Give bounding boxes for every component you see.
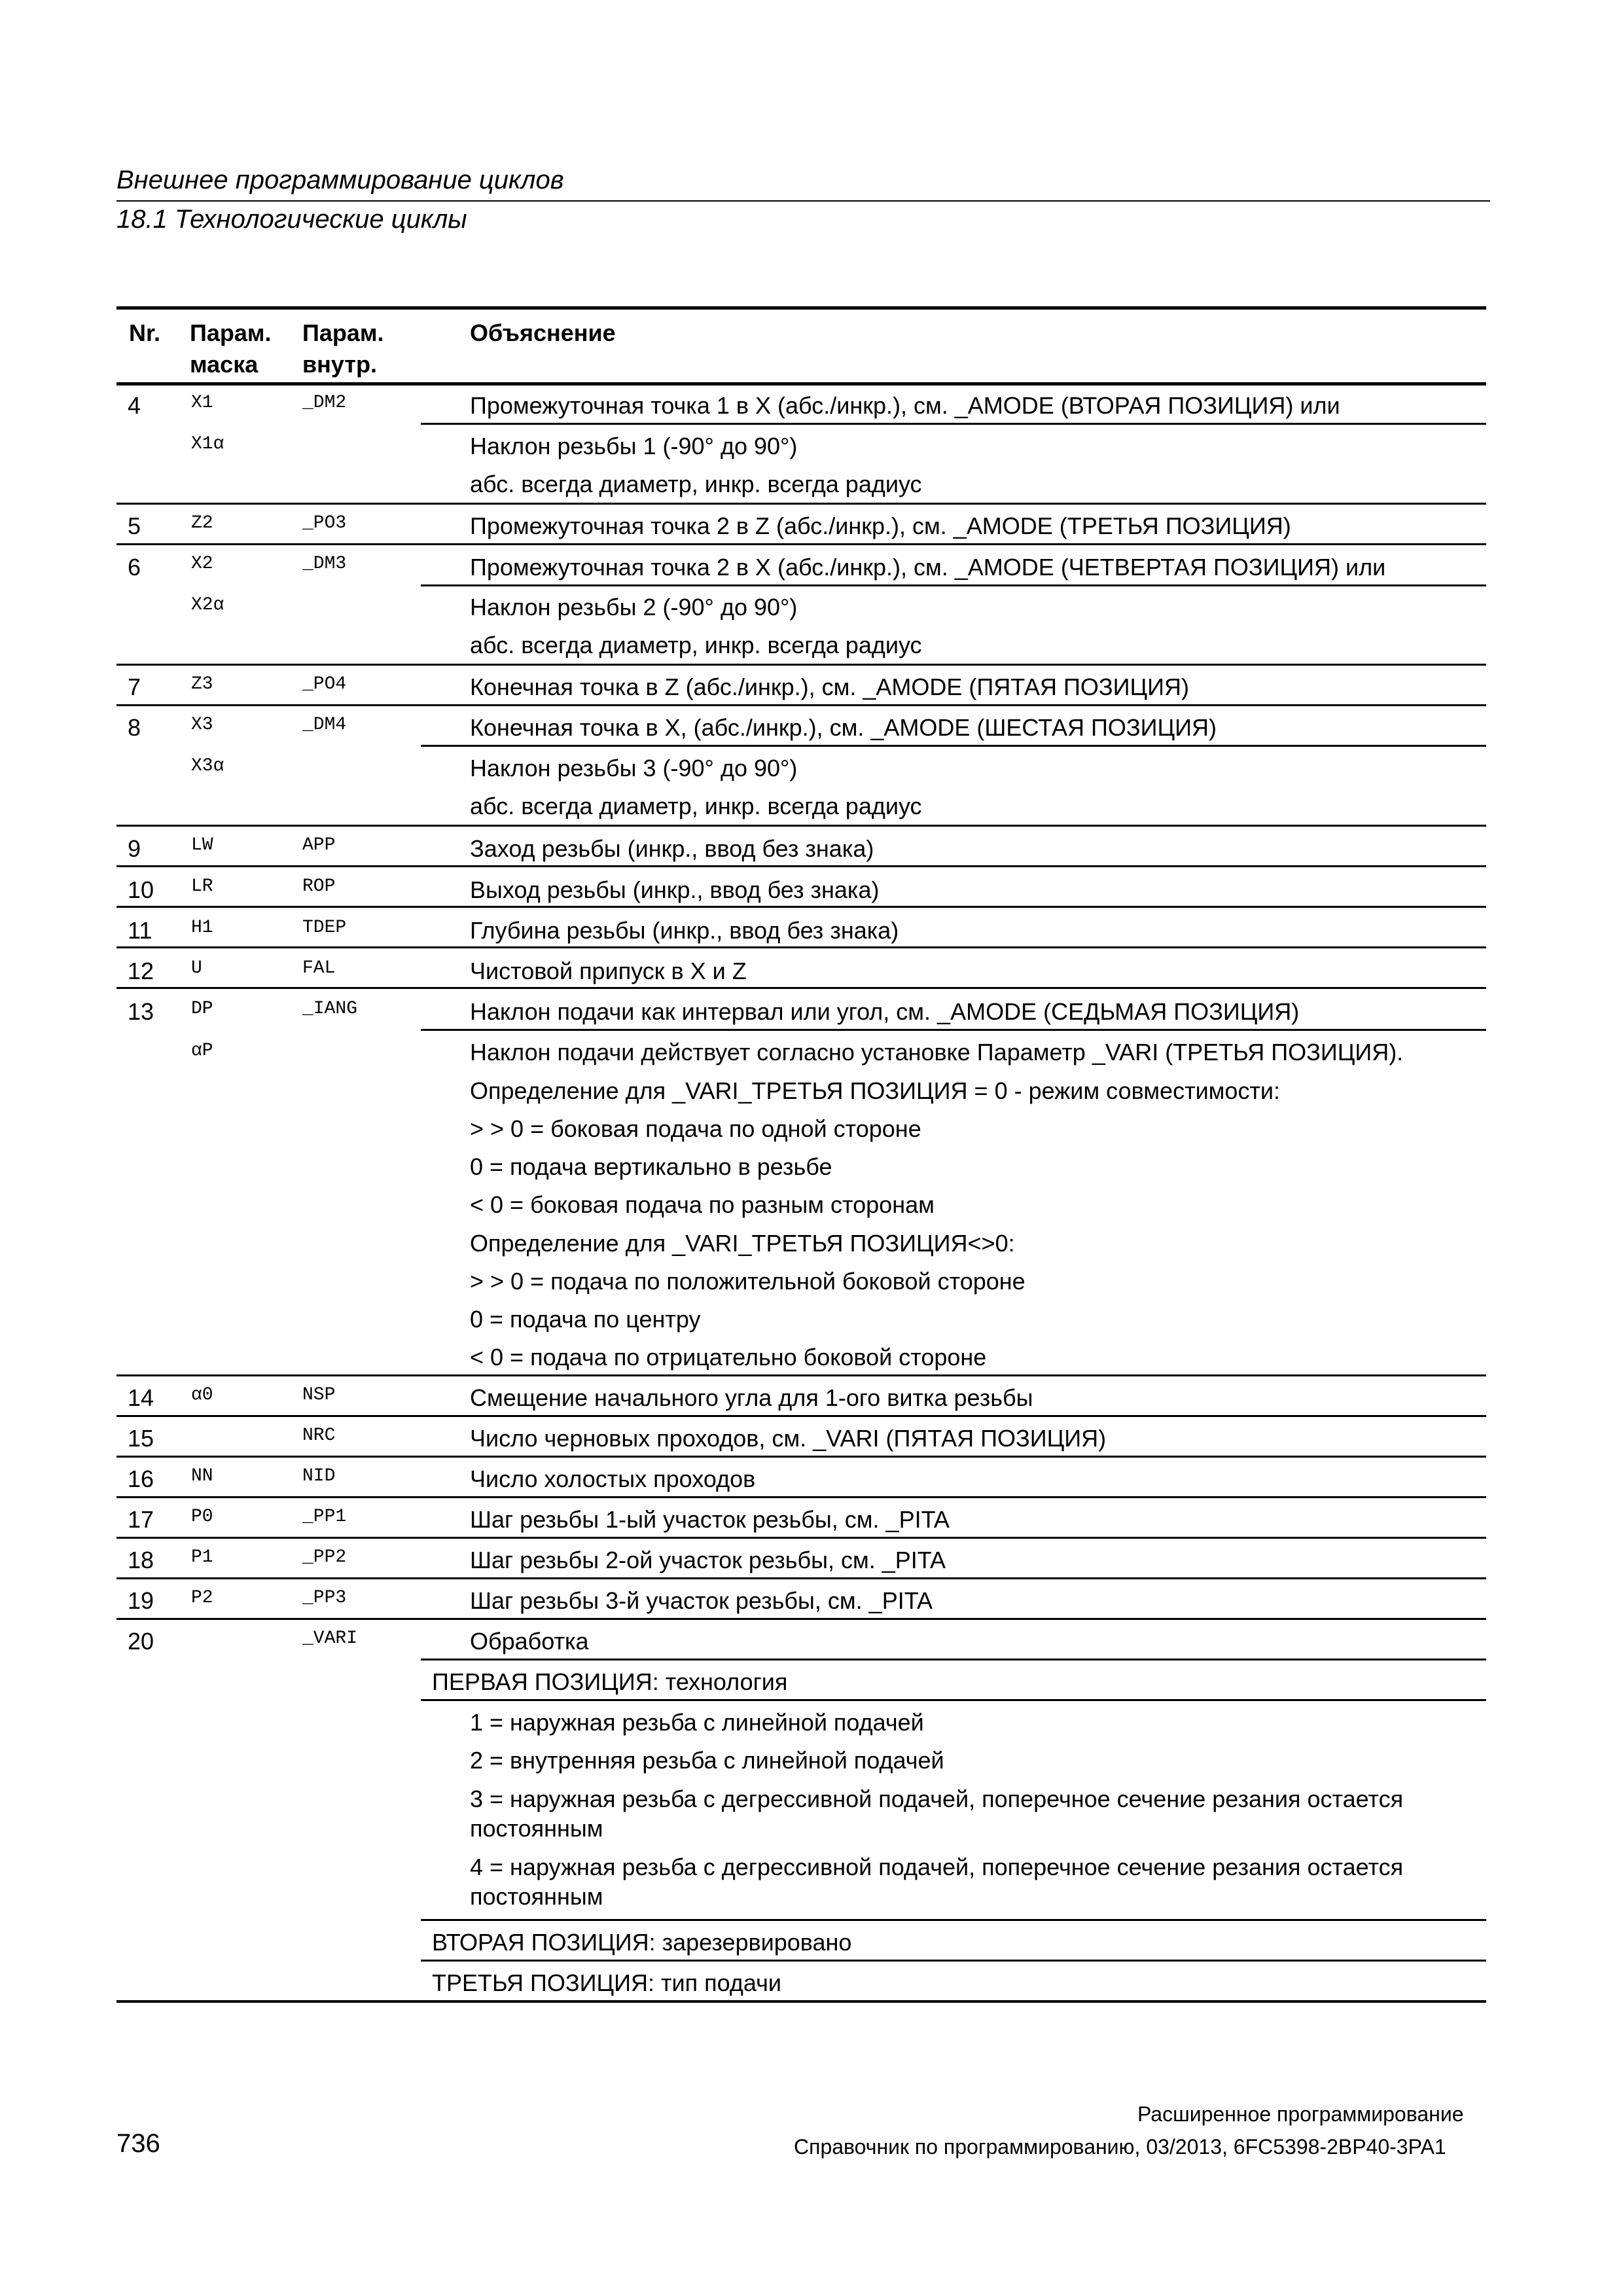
param-intern: _PO4 [302, 674, 347, 694]
row-rule [116, 825, 1486, 827]
row-nr: 4 [128, 392, 141, 419]
explanation-text: ТРЕТЬЯ ПОЗИЦИЯ: тип подачи [432, 1969, 781, 1996]
explanation-text: Наклон резьбы 3 (-90° до 90°) [470, 755, 798, 781]
explanation-text: ПЕРВАЯ ПОЗИЦИЯ: технология [432, 1668, 788, 1695]
row-rule [421, 1960, 1486, 1962]
row-nr: 5 [128, 512, 141, 539]
param-intern: ROP [302, 876, 336, 897]
explanation-text: 0 = подача вертикально в резьбе [470, 1153, 832, 1180]
table-top-rule [116, 306, 1486, 310]
row-nr: 19 [128, 1587, 154, 1614]
header-rule [116, 200, 1490, 202]
param-intern: _PP2 [302, 1547, 347, 1568]
explanation-text: абс. всегда диаметр, инкр. всегда радиус [470, 632, 922, 658]
row-rule [116, 906, 1486, 908]
explanation-text: Промежуточная точка 1 в X (абс./инкр.), см. _AMODE (ВТОРАЯ ПОЗИЦИЯ) или [470, 392, 1340, 419]
explanation-text: 4 = наружная резьба с дегрессивной подачей, поперечное сечение резания остается постоянным [470, 1854, 1404, 1910]
explanation-text: ВТОРАЯ ПОЗИЦИЯ: зарезервировано [432, 1929, 852, 1956]
explanation-text: абс. всегда диаметр, инкр. всегда радиус [470, 793, 922, 819]
explanation-text: Наклон подачи действует согласно установке Параметр _VARI (ТРЕТЬЯ ПОЗИЦИЯ). [470, 1039, 1404, 1066]
explanation-text: 3 = наружная резьба с дегрессивной подачей, поперечное сечение резания остается постоянным [470, 1785, 1404, 1842]
param-mask: LW [191, 835, 213, 855]
row-rule [116, 987, 1486, 989]
row-nr: 17 [128, 1506, 154, 1533]
explanation-text: Конечная точка в X, (абс./инкр.), см. _AMODE (ШЕСТАЯ ПОЗИЦИЯ) [470, 714, 1217, 741]
param-intern: APP [302, 835, 336, 855]
explanation-text: Определение для _VARI_ТРЕТЬЯ ПОЗИЦИЯ<>0: [470, 1230, 1015, 1257]
table-header-rule [116, 382, 1486, 386]
row-nr: 14 [128, 1384, 154, 1411]
row-rule [421, 745, 1486, 747]
param-intern: _DM3 [302, 554, 347, 574]
explanation-text: Промежуточная точка 2 в X (абс./инкр.), см. _AMODE (ЧЕТВЕРТАЯ ПОЗИЦИЯ) или [470, 554, 1386, 581]
explanation-text: Число холостых проходов [470, 1465, 756, 1492]
param-mask: NN [191, 1466, 213, 1486]
param-intern: NRC [302, 1426, 336, 1446]
row-nr: 13 [128, 998, 154, 1025]
param-mask: U [191, 958, 202, 978]
param-mask: H1 [191, 918, 213, 938]
param-mask: Z2 [191, 513, 213, 533]
row-rule [421, 584, 1486, 586]
param-mask: α0 [191, 1385, 213, 1405]
col-header-nr: Nr. [129, 319, 161, 346]
col-header-intern-2: внутр. [302, 351, 377, 378]
explanation-text: < 0 = подача по отрицательно боковой стороне [470, 1344, 987, 1371]
row-nr: 20 [128, 1628, 154, 1655]
param-intern: NSP [302, 1385, 336, 1405]
param-intern: _PP1 [302, 1507, 347, 1527]
param-mask: DP [191, 999, 213, 1019]
page-number: 736 [116, 2129, 160, 2158]
param-mask: X1 [191, 393, 213, 413]
param-intern: _DM4 [302, 715, 347, 735]
param-mask: X2 [191, 554, 213, 574]
param-mask: αP [191, 1041, 213, 1061]
param-intern: _PO3 [302, 513, 347, 533]
explanation-text: 2 = внутренняя резьба с линейной подачей [470, 1747, 944, 1774]
explanation-text: Чистовой припуск в X и Z [470, 958, 747, 984]
row-rule [116, 1496, 1486, 1498]
explanation-text: < 0 = боковая подача по разным сторонам [470, 1191, 935, 1218]
param-intern: TDEP [302, 918, 347, 938]
param-mask: P1 [191, 1547, 213, 1568]
row-rule [421, 423, 1486, 425]
explanation-text: 1 = наружная резьба с линейной подачей [470, 1709, 924, 1736]
param-intern: _DM2 [302, 393, 347, 413]
explanation-text: Промежуточная точка 2 в Z (абс./инкр.), см. _AMODE (ТРЕТЬЯ ПОЗИЦИЯ) [470, 512, 1291, 539]
explanation-text: Смещение начального угла для 1-ого витка резьбы [470, 1384, 1033, 1411]
param-mask: Z3 [191, 674, 213, 694]
table-bottom-rule [116, 2000, 1486, 2003]
explanation-text: Обработка [470, 1628, 589, 1655]
explanation-text: Шаг резьбы 1-ый участок резьбы, см. _PITA [470, 1506, 950, 1533]
param-intern: FAL [302, 958, 336, 978]
param-intern: _IANG [302, 999, 358, 1019]
row-nr: 10 [128, 876, 154, 903]
explanation-text: Наклон подачи как интервал или угол, см. _AMODE (СЕДЬМАЯ ПОЗИЦИЯ) [470, 998, 1300, 1025]
row-nr: 6 [128, 554, 141, 581]
doc-reference: Справочник по программированию, 03/2013, 6FC5398-2BP40-3PA1 [794, 2135, 1446, 2159]
row-rule [116, 1618, 1486, 1620]
explanation-text: Выход резьбы (инкр., ввод без знака) [470, 876, 880, 903]
explanation-text: > > 0 = боковая подача по одной стороне [470, 1115, 921, 1142]
row-nr: 12 [128, 958, 154, 984]
col-header-mask-2: маска [190, 351, 259, 378]
row-nr: 16 [128, 1465, 154, 1492]
row-rule [421, 1659, 1486, 1660]
param-mask: LR [191, 876, 213, 897]
doc-title: Расширенное программирование [1137, 2102, 1464, 2126]
row-rule [421, 1029, 1486, 1031]
row-rule [116, 1577, 1486, 1579]
explanation-text: Шаг резьбы 3-й участок резьбы, см. _PITA [470, 1587, 933, 1614]
param-mask: X2α [191, 595, 224, 615]
explanation-text: Конечная точка в Z (абс./инкр.), см. _AMODE (ПЯТАЯ ПОЗИЦИЯ) [470, 673, 1190, 700]
section-title: 18.1 Технологические циклы [116, 205, 467, 234]
explanation-text: Шаг резьбы 2-ой участок резьбы, см. _PITA [470, 1547, 946, 1573]
row-rule [116, 946, 1486, 948]
row-nr: 9 [128, 835, 141, 862]
explanation-text: Определение для _VARI_ТРЕТЬЯ ПОЗИЦИЯ = 0 - режим совместимости: [470, 1077, 1281, 1104]
row-nr: 15 [128, 1425, 154, 1452]
row-nr: 7 [128, 673, 141, 700]
param-mask: X1α [191, 434, 224, 454]
param-mask: X3 [191, 715, 213, 735]
row-rule [421, 1919, 1486, 1921]
param-mask: P0 [191, 1507, 213, 1527]
row-rule [116, 865, 1486, 867]
row-nr: 8 [128, 714, 141, 741]
param-mask: X3α [191, 756, 224, 776]
explanation-text: абс. всегда диаметр, инкр. всегда радиус [470, 471, 922, 497]
col-header-intern: Парам. [302, 319, 384, 346]
chapter-title: Внешнее программирование циклов [116, 166, 564, 194]
row-nr: 18 [128, 1547, 154, 1573]
row-nr: 11 [128, 917, 152, 944]
explanation-text: Наклон резьбы 2 (-90° до 90°) [470, 594, 798, 620]
col-header-mask: Парам. [190, 319, 272, 346]
explanation-text: Число черновых проходов, см. _VARI (ПЯТАЯ ПОЗИЦИЯ) [470, 1425, 1107, 1452]
param-intern: _PP3 [302, 1588, 347, 1608]
param-intern: _VARI [302, 1628, 358, 1649]
explanation-text: Глубина резьбы (инкр., ввод без знака) [470, 917, 899, 944]
row-rule [116, 1415, 1486, 1417]
col-header-explain: Объяснение [470, 319, 616, 346]
param-mask: P2 [191, 1588, 213, 1608]
explanation-text: Заход резьбы (инкр., ввод без знака) [470, 835, 874, 862]
explanation-text: Наклон резьбы 1 (-90° до 90°) [470, 433, 798, 459]
explanation-text: 0 = подача по центру [470, 1306, 701, 1333]
row-rule [116, 1456, 1486, 1458]
param-intern: NID [302, 1466, 336, 1486]
row-rule [116, 1374, 1486, 1376]
row-rule [116, 543, 1486, 545]
row-rule [116, 503, 1486, 505]
explanation-text: > > 0 = подача по положительной боковой стороне [470, 1268, 1026, 1295]
row-rule [116, 1537, 1486, 1539]
row-rule [421, 1699, 1486, 1701]
row-rule [116, 704, 1486, 706]
row-rule [116, 664, 1486, 666]
